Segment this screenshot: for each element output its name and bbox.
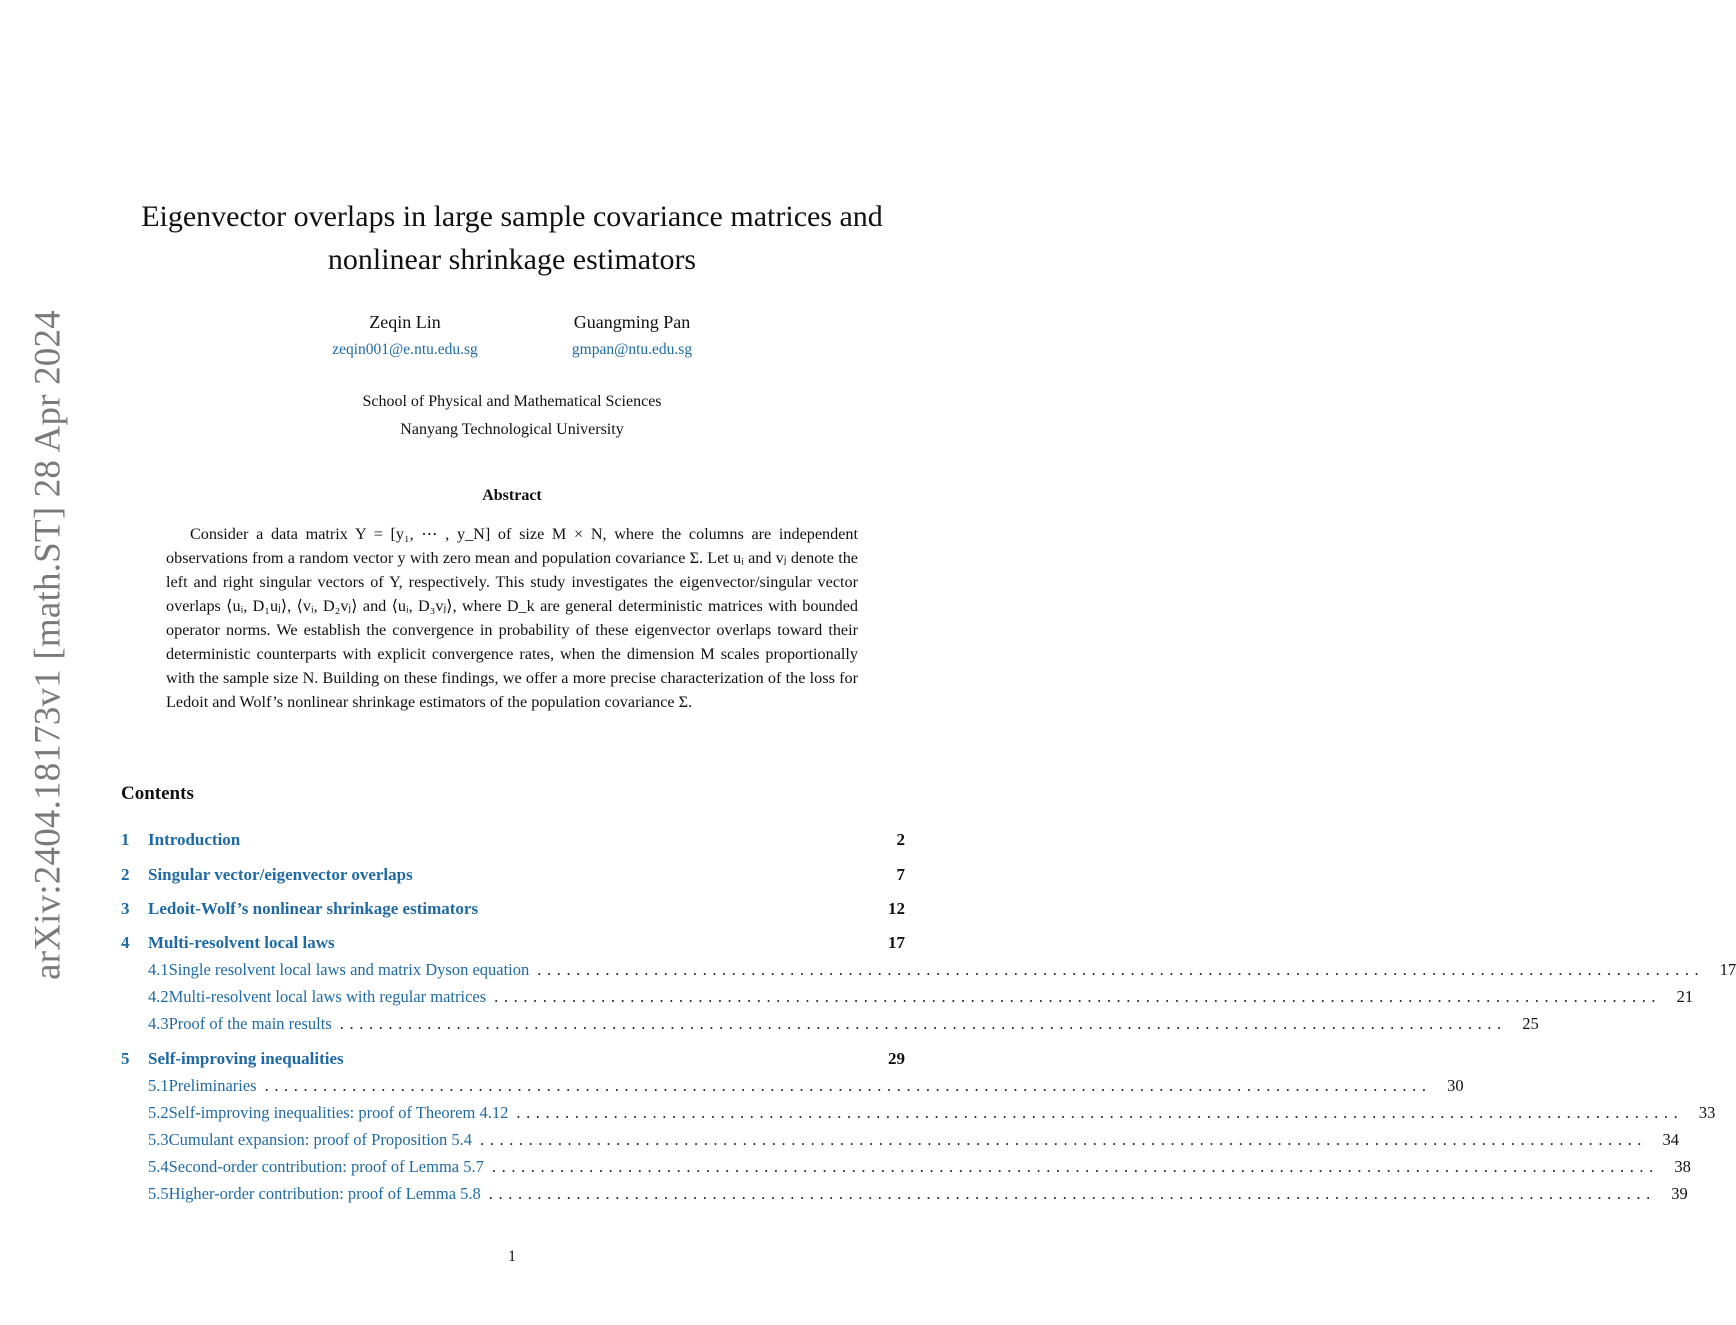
toc-page-number: 7 [896, 865, 905, 884]
toc-entry-title-link[interactable]: Self-improving inequalities [148, 1049, 344, 1068]
toc-section-entry[interactable] [121, 865, 905, 889]
toc-page-number: 25 [1522, 1014, 1539, 1033]
abstract-text: Consider a data matrix Y = [y₁, ⋯ , y_N] of size M × N, where the columns are independent observations from a random vector y with zero mean and population covariance Σ. Let uᵢ and vⱼ denote the left and right singular vectors of Y, respectively. This study investigates the eigenvector/singular vector overlaps ⟨uᵢ, D₁uⱼ⟩, ⟨vᵢ, D₂vⱼ⟩ and ⟨uᵢ, D₃vⱼ⟩, where D_k are general deterministic matrices with bounded operator norms. We establish the convergence in probability of these eigenvector overlaps toward their deterministic counterparts with explicit convergence rates, when the dimension M scales proportionally with the sample size N. Building on these findings, we offer a more precise characterization of the loss for Ledoit and Wolf’s nonlinear shrinkage estimators of the population covariance Σ. [166, 525, 858, 711]
toc-subsection-entry[interactable] [121, 987, 1694, 1011]
toc-page-number: 12 [888, 899, 905, 918]
toc-entry-number[interactable]: 4.2 [148, 987, 169, 1006]
toc-entry-title-link[interactable]: Multi-resolvent local laws [148, 933, 335, 952]
toc-subsection-entry[interactable] [121, 1157, 1691, 1181]
affiliation [250, 388, 774, 444]
paper-title [110, 195, 914, 281]
toc-section-entry[interactable] [121, 1049, 905, 1073]
toc-entry-title-link[interactable]: Ledoit-Wolf’s nonlinear shrinkage estimators [148, 899, 479, 918]
author-block-1 [310, 312, 500, 359]
contents-heading: Contents [121, 783, 194, 804]
page-number: 1 [508, 1248, 516, 1265]
toc-section-entry[interactable] [121, 899, 905, 923]
toc-entry-number[interactable]: 5.5 [148, 1184, 169, 1203]
toc-entry-number[interactable]: 5.1 [148, 1076, 169, 1095]
toc-section-entry[interactable] [121, 933, 905, 957]
toc-entry-title-link[interactable]: Multi-resolvent local laws with regular matrices [168, 987, 487, 1006]
toc-section-entry[interactable] [121, 830, 905, 854]
toc-dot-leader: ........................................................................................................................ [339, 1014, 1507, 1033]
author-name: Guangming Pan [573, 312, 691, 332]
toc-page-number: 29 [888, 1049, 905, 1068]
toc-entry-number[interactable]: 5.3 [148, 1130, 169, 1149]
toc-entry-number[interactable]: 5 [121, 1049, 130, 1068]
toc-entry-number[interactable]: 2 [121, 865, 130, 884]
toc-entry-title-link[interactable]: Singular vector/eigenvector overlaps [148, 865, 413, 884]
toc-page-number: 34 [1662, 1130, 1680, 1149]
toc-subsection-entry[interactable] [121, 960, 1736, 984]
toc-entry-title-link[interactable]: Proof of the main results [168, 1014, 332, 1033]
toc-subsection-entry[interactable] [121, 1184, 1688, 1208]
toc-entry-number[interactable]: 5.2 [148, 1103, 169, 1122]
toc-subsection-entry[interactable] [121, 1014, 1539, 1038]
arxiv-stamp-text: arXiv:2404.18173v1 [math.ST] 28 Apr 2024 [27, 310, 69, 980]
toc-subsection-entry[interactable] [121, 1130, 1680, 1154]
toc-page-number: 39 [1671, 1184, 1688, 1203]
toc-entry-title-link[interactable]: Self-improving inequalities: proof of Theorem 4.12 [168, 1103, 509, 1122]
toc-entry-number[interactable]: 4.3 [148, 1014, 169, 1033]
toc-entry-title-link[interactable]: Introduction [148, 830, 241, 849]
toc-entry-number[interactable]: 4.1 [148, 960, 169, 979]
title-line-1: Eigenvector overlaps in large sample covariance matrices and [141, 200, 883, 233]
toc-dot-leader: ........................................................................................................................ [516, 1103, 1684, 1122]
author-name: Zeqin Lin [369, 312, 441, 332]
affiliation-line-2: Nanyang Technological University [400, 421, 624, 438]
toc-page-number: 17 [888, 933, 905, 952]
toc-entry-title-link[interactable]: Single resolvent local laws and matrix Dyson equation [168, 960, 530, 979]
toc-dot-leader: ........................................................................................................................ [488, 1184, 1656, 1203]
toc-page-number: 33 [1698, 1103, 1716, 1122]
toc-dot-leader: ........................................................................................................................ [537, 960, 1705, 979]
toc-dot-leader: ........................................................................................................................ [264, 1076, 1432, 1095]
toc-page-number: 17 [1719, 960, 1736, 979]
toc-entry-title-link[interactable]: Preliminaries [168, 1076, 257, 1095]
toc-page-number: 21 [1676, 987, 1694, 1006]
author-email-link[interactable]: zeqin001@e.ntu.edu.sg [332, 341, 478, 358]
title-line-2: nonlinear shrinkage estimators [327, 243, 697, 276]
toc-entry-title-link[interactable]: Cumulant expansion: proof of Proposition 5.4 [168, 1130, 473, 1149]
toc-page-number: 2 [896, 830, 905, 849]
toc-page-number: 38 [1674, 1157, 1691, 1176]
author-email-link[interactable]: gmpan@ntu.edu.sg [571, 341, 693, 358]
toc-entry-number[interactable]: 4 [121, 933, 130, 952]
affiliation-line-1: School of Physical and Mathematical Sciences [362, 393, 662, 410]
toc-entry-number[interactable]: 3 [121, 899, 130, 918]
toc-entry-number[interactable]: 1 [121, 830, 130, 849]
toc-dot-leader: ........................................................................................................................ [491, 1157, 1659, 1176]
arxiv-identifier-stamp [24, 310, 72, 980]
toc-page-number: 30 [1447, 1076, 1464, 1095]
toc-dot-leader: ........................................................................................................................ [494, 987, 1662, 1006]
abstract-heading: Abstract [482, 487, 542, 504]
toc-subsection-entry[interactable] [121, 1103, 1716, 1127]
toc-subsection-entry[interactable] [121, 1076, 1464, 1100]
toc-entry-number[interactable]: 5.4 [148, 1157, 169, 1176]
toc-entry-title-link[interactable]: Second-order contribution: proof of Lemma 5.7 [168, 1157, 484, 1176]
author-block-2 [537, 312, 727, 359]
toc-dot-leader: ........................................................................................................................ [480, 1130, 1648, 1149]
toc-entry-title-link[interactable]: Higher-order contribution: proof of Lemma 5.8 [168, 1184, 481, 1203]
